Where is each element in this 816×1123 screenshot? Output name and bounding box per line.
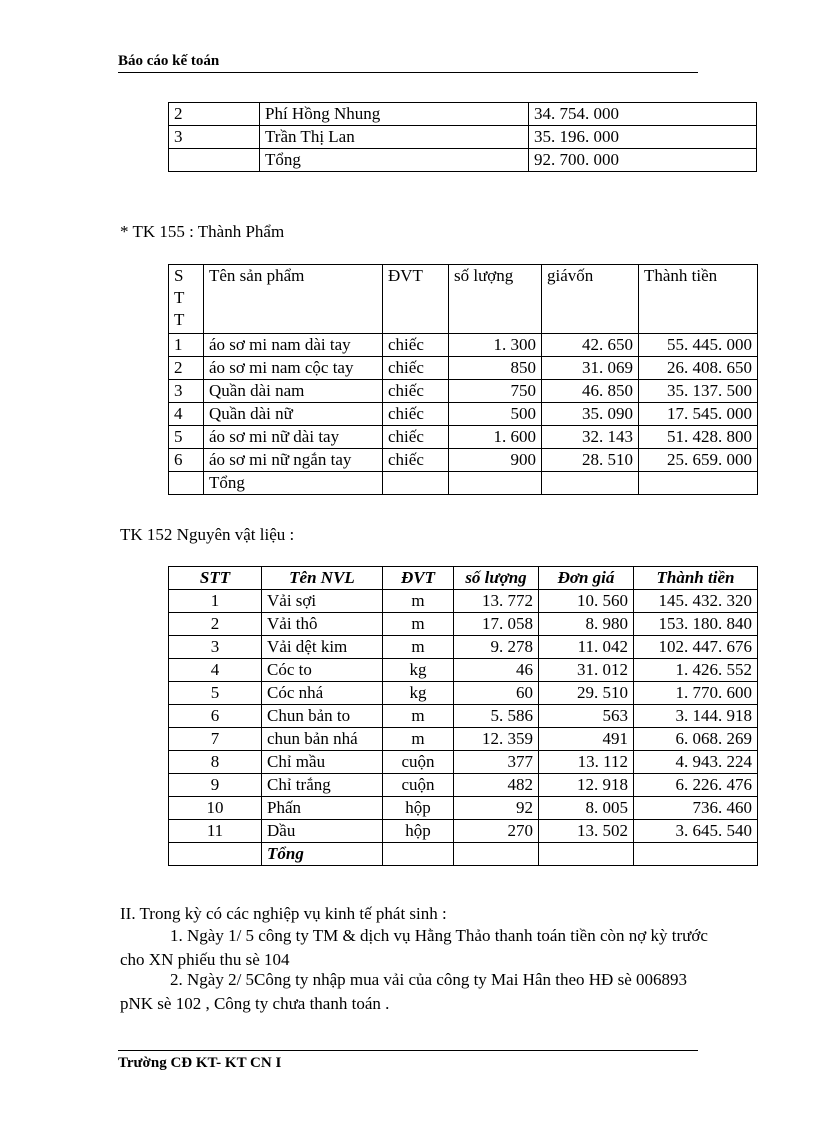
table-cell: 3. 645. 540 [634,820,758,843]
table-row [169,126,757,149]
table-row [169,334,758,357]
materials-table [168,566,758,866]
stt-header [169,265,204,334]
table-row [169,659,758,682]
table-row [169,774,758,797]
table-cell: m [383,705,454,728]
table-cell: 8. 980 [539,613,634,636]
table-row [169,403,758,426]
table-cell: m [383,728,454,751]
table-header-cell: ĐVT [383,567,454,590]
table-cell: cuộn [383,751,454,774]
table-cell: 42. 650 [542,334,639,357]
table-cell: Vải sợi [262,590,383,613]
table-cell: 270 [454,820,539,843]
table-header-cell: Tên sản phẩm [204,265,383,334]
table-cell: 92. 700. 000 [529,149,757,172]
table-cell: chiếc [383,380,449,403]
total-label: Tổng [204,472,383,495]
table-cell: chun bản nhá [262,728,383,751]
table-cell: áo sơ mi nữ ngắn tay [204,449,383,472]
table-row [169,728,758,751]
table-cell: Trần Thị Lan [260,126,529,149]
table-cell: 736. 460 [634,797,758,820]
table-cell: 35. 196. 000 [529,126,757,149]
table-cell: 6 [169,449,204,472]
transaction-item-2: 2. Ngày 2/ 5Công ty nhập mua vải của công ty Mai Hân theo HĐ sè 006893 pNK sè 102 , Công ty chưa thanh toán . [120,970,687,1013]
table-cell: m [383,590,454,613]
continuation-table [168,102,757,172]
table-cell: 17. 545. 000 [639,403,758,426]
table-cell: 13. 112 [539,751,634,774]
table-cell: 2 [169,357,204,380]
table-cell: kg [383,682,454,705]
table-cell: Cóc to [262,659,383,682]
table-cell: m [383,636,454,659]
table-cell: 7 [169,728,262,751]
table-cell: 17. 058 [454,613,539,636]
table-body [169,590,758,843]
table-cell: 1. 300 [449,334,542,357]
table-header-cell: Tên NVL [262,567,383,590]
section-heading-tk155: * TK 155 : Thành Phẩm [120,222,285,241]
table-cell: Tổng [260,149,529,172]
table-cell: 28. 510 [542,449,639,472]
table-header-cell: STT [169,567,262,590]
table-cell: 2 [169,613,262,636]
table-cell [449,472,542,495]
section-ii-heading: II. Trong kỳ có các nghiệp vụ kinh tế phát sinh : [120,904,447,923]
table-cell: 29. 510 [539,682,634,705]
table-header-cell: Thành tiền [639,265,758,334]
table-cell: áo sơ mi nữ dài tay [204,426,383,449]
table-cell: 1 [169,334,204,357]
table-cell [169,149,260,172]
table-row [169,357,758,380]
table-row [169,103,757,126]
table-cell: áo sơ mi nam dài tay [204,334,383,357]
table-cell: 31. 069 [542,357,639,380]
table-cell: chiếc [383,334,449,357]
table-cell: 1. 600 [449,426,542,449]
table-cell: 3. 144. 918 [634,705,758,728]
stt-letter: T [174,288,185,307]
table-cell: 4 [169,659,262,682]
table-cell: 9. 278 [454,636,539,659]
page-header: Báo cáo kế toán [118,53,698,73]
table-cell: 35. 137. 500 [639,380,758,403]
table-cell [539,843,634,866]
table-cell [383,472,449,495]
table-row [169,590,758,613]
table-cell: Dầu [262,820,383,843]
table-cell: 3 [169,380,204,403]
table-cell: 55. 445. 000 [639,334,758,357]
table-header-cell: ĐVT [383,265,449,334]
table-header-cell: số lượng [449,265,542,334]
table-cell: 60 [454,682,539,705]
table-row [169,380,758,403]
table-cell: 6. 226. 476 [634,774,758,797]
table-cell [639,472,758,495]
table-row [169,636,758,659]
table-cell: 8. 005 [539,797,634,820]
table-cell: 377 [454,751,539,774]
table-header-cell: số lượng [454,567,539,590]
table-cell: Vải dệt kim [262,636,383,659]
table-body [169,334,758,472]
table-cell [169,472,204,495]
table-cell: Cóc nhá [262,682,383,705]
table-cell: 750 [449,380,542,403]
table-cell: Chun bản to [262,705,383,728]
table-cell: 153. 180. 840 [634,613,758,636]
stt-letter: T [174,310,185,329]
table-cell: 482 [454,774,539,797]
table-cell: 92 [454,797,539,820]
table-cell: chiếc [383,403,449,426]
table-cell: 1. 770. 600 [634,682,758,705]
table-cell: 5. 586 [454,705,539,728]
table-cell: 8 [169,751,262,774]
table-cell: Quần dài nữ [204,403,383,426]
table-cell: 11. 042 [539,636,634,659]
stt-letter: S [174,266,184,285]
table-cell: 6 [169,705,262,728]
table-cell: Chỉ trắng [262,774,383,797]
table-cell: 4 [169,403,204,426]
table-cell: 12. 918 [539,774,634,797]
table-cell: 563 [539,705,634,728]
table-cell: Phấn [262,797,383,820]
finished-goods-table [168,264,758,495]
table-row [169,613,758,636]
table-cell: 4. 943. 224 [634,751,758,774]
table-cell: 13. 502 [539,820,634,843]
table-cell: hộp [383,820,454,843]
table-cell [169,843,262,866]
table-cell: 900 [449,449,542,472]
table-row [169,149,757,172]
total-label: Tổng [262,843,383,866]
table-cell: kg [383,659,454,682]
table-cell: 102. 447. 676 [634,636,758,659]
table-cell: 10 [169,797,262,820]
table-row [169,751,758,774]
table-cell: 11 [169,820,262,843]
table-cell: 12. 359 [454,728,539,751]
table-cell: hộp [383,797,454,820]
table-cell: 500 [449,403,542,426]
table-cell: Vải thô [262,613,383,636]
table-header-cell: Đơn giá [539,567,634,590]
table-cell: 491 [539,728,634,751]
table-cell: 26. 408. 650 [639,357,758,380]
table-cell: 51. 428. 800 [639,426,758,449]
table-cell: 1. 426. 552 [634,659,758,682]
table-cell [542,472,639,495]
transaction-item-1: 1. Ngày 1/ 5 công ty TM & dịch vụ Hằng Thảo thanh toán tiền còn nợ kỳ trước cho XN phiếu thu sè 104 [120,926,708,969]
table-cell: m [383,613,454,636]
table-header-row [169,567,758,590]
table-cell: 5 [169,682,262,705]
table-header-cell: giávốn [542,265,639,334]
table-cell: chiếc [383,357,449,380]
table-cell [634,843,758,866]
table-cell: Chỉ mầu [262,751,383,774]
table-cell: 6. 068. 269 [634,728,758,751]
table-cell: Quần dài nam [204,380,383,403]
table-cell: 3 [169,636,262,659]
table-cell: cuộn [383,774,454,797]
table-cell: 32. 143 [542,426,639,449]
table-cell: 34. 754. 000 [529,103,757,126]
table-row [169,449,758,472]
table-cell: 3 [169,126,260,149]
page-footer: Trường CĐ KT- KT CN I [118,1050,698,1072]
table-cell: chiếc [383,426,449,449]
table-cell: 5 [169,426,204,449]
table-row [169,426,758,449]
table-cell: chiếc [383,449,449,472]
table-cell: 13. 772 [454,590,539,613]
table-header-row [169,265,758,334]
table-row [169,797,758,820]
table-cell [454,843,539,866]
table-total-row [169,843,758,866]
table-cell: 145. 432. 320 [634,590,758,613]
table-cell: 1 [169,590,262,613]
table-cell: 46. 850 [542,380,639,403]
table-cell: 9 [169,774,262,797]
table-row [169,820,758,843]
table-cell: 31. 012 [539,659,634,682]
table-cell: 46 [454,659,539,682]
table-cell: 10. 560 [539,590,634,613]
table-row [169,705,758,728]
table-cell: Phí Hồng Nhung [260,103,529,126]
table-cell: 850 [449,357,542,380]
table-header-cell: Thành tiền [634,567,758,590]
table-total-row [169,472,758,495]
table-cell: 2 [169,103,260,126]
table-cell: áo sơ mi nam cộc tay [204,357,383,380]
table-cell: 35. 090 [542,403,639,426]
table-row [169,682,758,705]
table-cell [383,843,454,866]
section-heading-tk152: TK 152 Nguyên vật liệu : [120,525,295,544]
table-cell: 25. 659. 000 [639,449,758,472]
